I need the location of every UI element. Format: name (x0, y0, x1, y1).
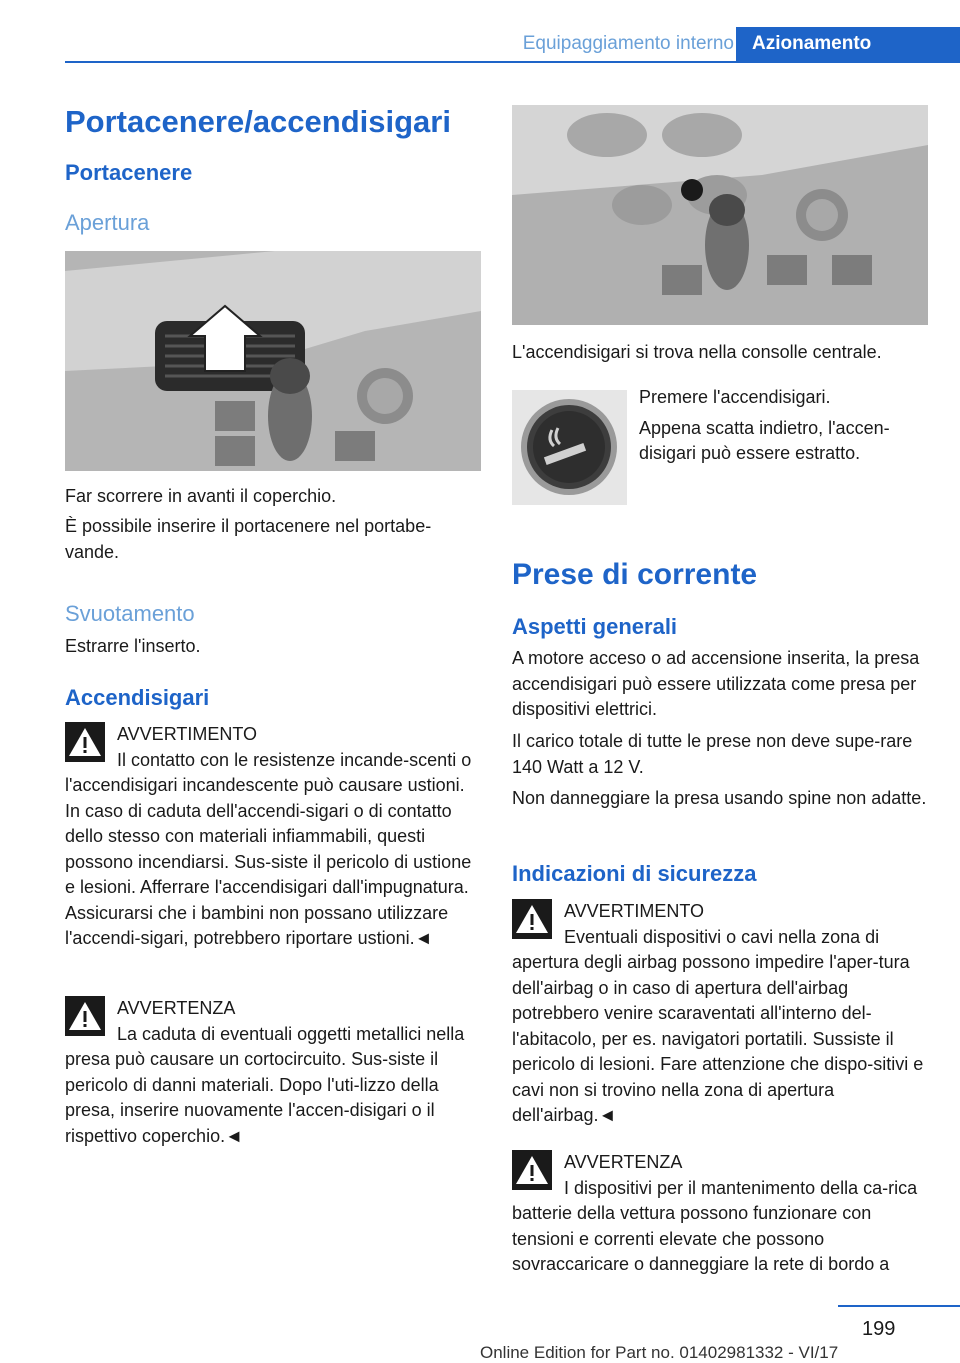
para-press: Premere l'accendisigari. (639, 387, 831, 407)
heading-portacenere: Portacenere (65, 160, 193, 185)
lighter-instructions (639, 385, 928, 467)
para-generali-2: Il carico totale di tutte le prese non deve supe-rare 140 Watt a 12 V. (512, 731, 913, 777)
warning-block-2 (65, 996, 481, 1149)
para-apertura-2: È possibile inserire il portacenere nel portabe-vande. (65, 516, 432, 562)
warning-1-title: AVVERTIMENTO (117, 724, 258, 744)
warning-2-title: AVVERTENZA (117, 998, 236, 1018)
page-number: 199 (862, 1318, 896, 1340)
edition-note: Online Edition for Part no. 01402981332 - VI/17 (480, 1343, 839, 1362)
heading-accendisigari: Accendisigari (65, 685, 210, 710)
warning-block-4 (512, 1150, 928, 1278)
header-chapter: Azionamento (736, 27, 960, 61)
page-title: Portacenere/accendisigari (65, 104, 451, 139)
warning-3-title: AVVERTIMENTO (564, 901, 705, 921)
warning-block-3 (512, 899, 928, 1129)
ashtray-console-image (65, 251, 481, 471)
warning-3-text: Eventuali dispositivi o cavi nella zona di apertura degli airbag possono impedire l'aper-tura dell'airbag o in caso di apertura dell'airbag potrebbero venire scaraventati all'interno del-l'abitacolo, per es. navigatori portatili. Sussiste il pericolo di lesioni. Fare attenzione che dispo-sitivi e cavi non si trovino nella zona di apertura dell'airbag.◄ (512, 926, 924, 1125)
warning-triangle-icon (65, 996, 105, 1036)
heading-apertura: Apertura (65, 210, 150, 235)
warning-triangle-icon (512, 899, 552, 939)
heading-svuotamento: Svuotamento (65, 601, 195, 626)
header-rule (65, 61, 960, 63)
heading-prese: Prese di corrente (512, 558, 758, 591)
warning-triangle-icon (512, 1150, 552, 1190)
heading-sicurezza: Indicazioni di sicurezza (512, 861, 757, 886)
para-generali-1: A motore acceso o ad accensione inserita, la presa accendisigari può essere utilizzata come presa per dispositivi elettrici. (512, 648, 920, 719)
warning-4-title: AVVERTENZA (564, 1152, 683, 1172)
warning-triangle-icon (65, 722, 105, 762)
lighter-button-image (512, 390, 627, 505)
header-section: Equipaggiamento interno (522, 33, 734, 54)
para-apertura-1: Far scorrere in avanti il coperchio. (65, 486, 337, 506)
warning-block-1 (65, 722, 481, 952)
para-generali-3: Non danneggiare la presa usando spine non adatte. (512, 788, 927, 808)
para-svuotamento: Estrarre l'inserto. (65, 636, 201, 656)
warning-1-text: Il contatto con le resistenze incande-scenti o l'accendisigari incandescente può causare ustioni. In caso di caduta dell'accendi-sigari o di contatto dello stesso con materiali infiammabili, questi possono incendiarsi. Sus-siste il pericolo di ustione e lesioni. Afferrare l'accendisigari dall'impugnatura. Assicurarsi che i bambini non possano utilizzare l'accendi-sigari, potrebbero riportare ustioni.◄ (65, 749, 472, 948)
heading-aspetti-generali: Aspetti generali (512, 614, 678, 639)
warning-2-text: La caduta di eventuali oggetti metallici nella presa può causare un cortocircuito. Sus-siste il pericolo di danni materiali. Dopo l'uti-lizzo della presa, inserire nuovamente l'accen-disigari o il rispettivo coperchio.◄ (65, 1023, 465, 1146)
para-location: L'accendisigari si trova nella consolle centrale. (512, 342, 882, 362)
warning-4-text: I dispositivi per il mantenimento della ca-rica batterie della vettura possono funzionare con tensioni e correnti elevate che possono sovraccaricare o danneggiare la rete di bordo a (512, 1177, 918, 1274)
para-release: Appena scatta indietro, l'accen-disigari può essere estratto. (639, 417, 890, 463)
footer-rule (838, 1305, 960, 1307)
cigarette-lighter-console-image (512, 105, 928, 325)
